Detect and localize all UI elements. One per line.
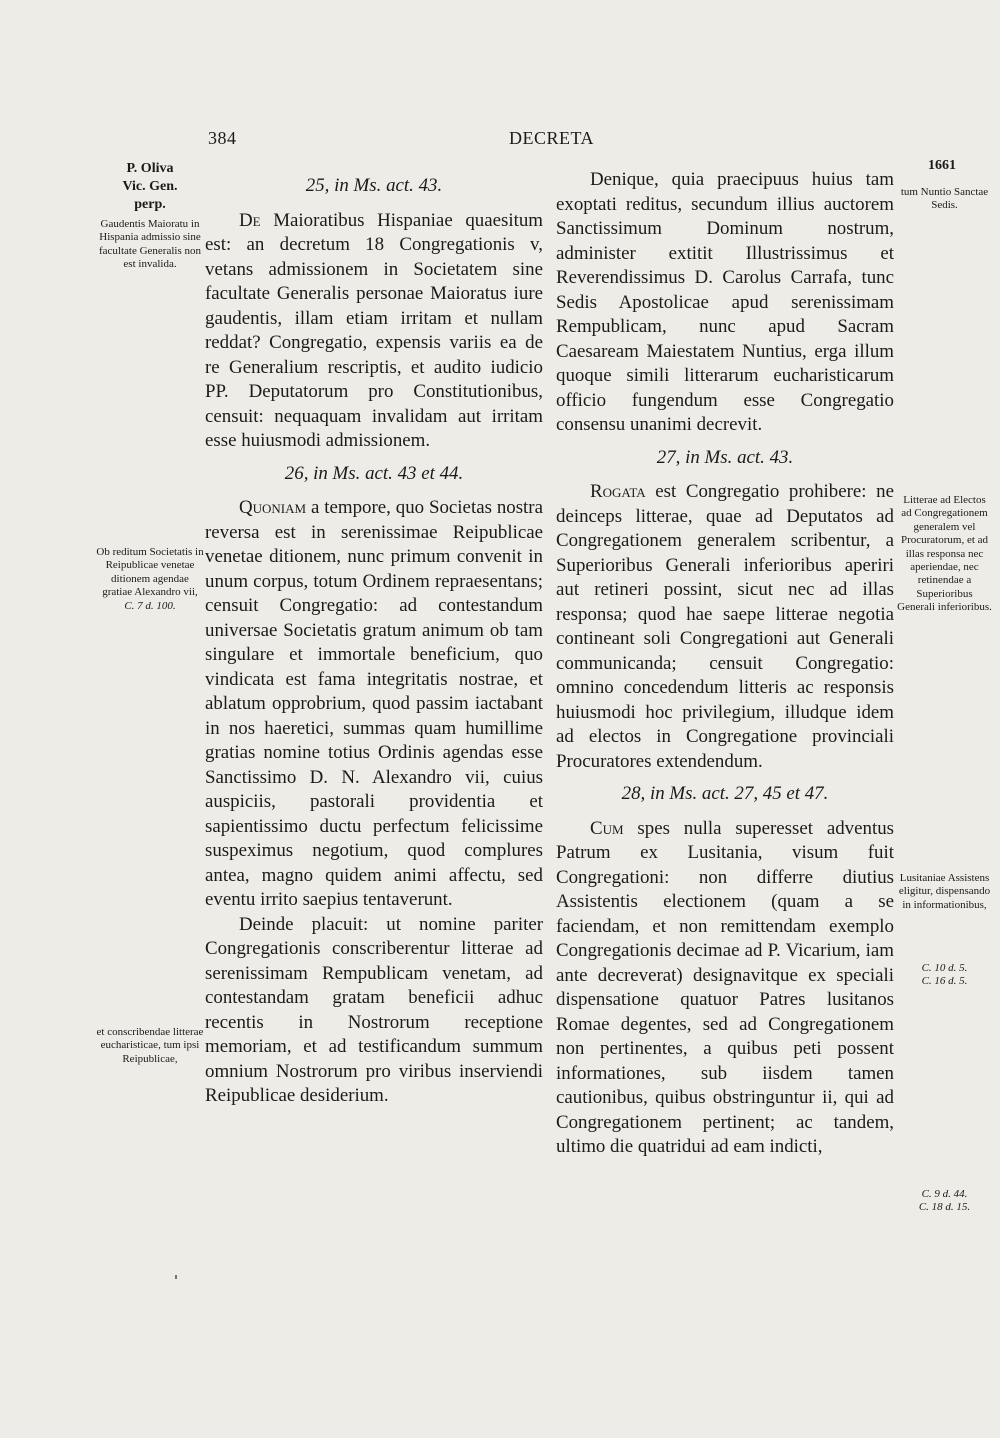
section-heading-27: 27, in Ms. act. 43.: [656, 446, 794, 468]
margin-refs-b: [897, 1188, 992, 1215]
initial-word: Cum: [590, 817, 624, 839]
paragraph-28: [556, 817, 894, 1160]
paragraph-27: [556, 480, 894, 774]
margin-note-litterae: Litterae ad Electos ad Congregationem generalem vel Procuratorum, et ad illas responsa nec aperiendae, nec retinendae a Superioribus Generali inferioribus.: [897, 494, 992, 614]
margin-ref-1: C. 10 d. 5.: [921, 962, 968, 974]
paragraph-26b: Deinde placuit: ut nomine pariter Congregationis conscriberentur litterae ad serenissimam Rempublicam venetam, ad contestandam gratam beneficii adhuc recentis in Nostrorum receptione memoriam, et ad testificandum summum omnium Nostrorum pro viribus inserviendi Reipublicae desiderium.: [205, 913, 543, 1106]
margin-ref-4: C. 18 d. 15.: [918, 1201, 971, 1214]
margin-head-line-3: perp.: [134, 197, 166, 212]
left-column: [205, 168, 543, 1109]
margin-head-note: [95, 160, 205, 214]
paragraph-25: [205, 209, 543, 454]
margin-note-reditum-ref: C. 7 d. 100.: [124, 599, 176, 612]
margin-note-conscribendae: et conscribendae litterae eucharisticae, tum ipsi Reipublicae,: [96, 1026, 204, 1065]
section-heading-28: 28, in Ms. act. 27, 45 et 47.: [621, 783, 829, 804]
margin-note-maioratus: Gaudentis Maioratu in Hispania admissio sine facultate Generalis non est invalida.: [98, 218, 201, 271]
initial-word: Rogata: [590, 481, 646, 502]
margin-note-reditum-text: Ob reditum Societatis in Reipublicae venetae ditionem agendae gratiae Alexandro vii,: [96, 546, 204, 599]
margin-ref-3: C. 9 d. 44.: [921, 1188, 968, 1200]
right-column: [556, 168, 894, 1160]
paragraph-denique: Denique, quia praecipuus huius tam exoptati reditus, secundum illius auctorem Sanctissimum Dominum nostrum, administer extitit Illustrissimus et Reverendissimus D. Carolus Carrafa, tunc Sedis Apostolicae apud serenissimam Rempublicam, nunc apud Sacram Caesaream Maiestatem Nuntius, erga illum quoque simili litterarum eucharisticarum officio fungendum esse Congregatio consensu unanimi decrevit.: [556, 169, 894, 435]
paragraph-text: est Congregatio prohibere: ne deinceps litterae, quae ad Deputatos ad Congregationem generalem scribentur, a Superioribus Generali inferioribus aperiri aut retineri possint, sicut nec ad illas responsa; quod hae saepe litterae negotia contineant soli Congregationi aut Generali communicanda; censuit Congregatio: omnino concedendum litteris ac responsis huiusmodi hoc privilegium, illudque idem ad electos in Congregatione provinciali Procuratores extendendum.: [556, 481, 894, 772]
margin-head-line-2: Vic. Gen.: [122, 179, 178, 194]
paragraph-text: a tempore, quo Societas nostra reversa est in serenissimae Reipublicae venetae ditionem, nunc primum convenit in unum corpus, totum Ordinem repraesentans; censuit Congregatio: ad contestandum universae Societatis gratum animum ob tam singulare et immortale beneficium, quo vindicata est fama integritatis nostrae, et ablatum opprobrium, quod passim iactabant in nos haeretici, summas quam humillime gratias nomine totius Ordinis agendas esse Sanctissimo D. N. Alexandro vii, cuius auspiciis, pastorali providentia et sapientissimo ductu perfectum felicissime suspeximus negotium, quod complures antea, magno quidem animi affectu, sed eventu irrito saepius tentaverunt.: [205, 497, 543, 910]
section-heading-25: 25, in Ms. act. 43.: [305, 175, 443, 196]
margin-head-line-1: P. Oliva: [126, 161, 174, 176]
running-title: DECRETA: [509, 128, 595, 148]
print-mark: [175, 1275, 177, 1279]
margin-note-reditum: [95, 546, 205, 613]
margin-note-nuntio: tum Nuntio Sanctae Sedis.: [900, 186, 989, 212]
year-note: 1661: [928, 158, 956, 173]
page-number: 384: [208, 128, 237, 148]
paragraph-text: Maioratibus Hispaniae quaesitum est: an decretum 18 Congregationis v, vetans admissionem in Societatem sine facultate Generalis personae Maioratus iure gaudentis, illam etiam irritam et nullam reddat? Congregatio, expensis variis ea de re Generalium rescriptis, et audito iudicio PP. Deputatorum pro Constitutionibus, censuit: nequaquam invalidam aut irritam esse huiusmodi admissionem.: [205, 209, 543, 451]
initial-word: Quoniam: [239, 497, 307, 518]
paragraph-text: spes nulla superesset adventus Patrum ex Lusitania, visum fuit Congregationi: non differre diutius Assistentis electionem (quam a se faciendam, et non remittendam exemplo Congregationis decimae ad P. Vicarium, iam ante decreverat) designavitque ex speciali dispensatione quatuor Patres lusitanos Romae degentes, sed ad Congregationem non pertinentes, a quibus peti possent informationes, sub iisdem tamen cautionibus, quibus obstringuntur ii, qui ad Congregationem pertinent; ac tandem, ultimo die quatridui ad eam indicti,: [556, 817, 894, 1157]
margin-ref-2: C. 16 d. 5.: [921, 975, 968, 988]
section-heading-26: 26, in Ms. act. 43 et 44.: [284, 462, 464, 484]
initial-word: De: [239, 209, 261, 231]
paragraph-26: [205, 496, 543, 913]
margin-note-lusitaniae: Lusitaniae Assistens eligitur, dispensando in informationibus,: [898, 872, 991, 911]
margin-refs-a: [897, 962, 992, 989]
